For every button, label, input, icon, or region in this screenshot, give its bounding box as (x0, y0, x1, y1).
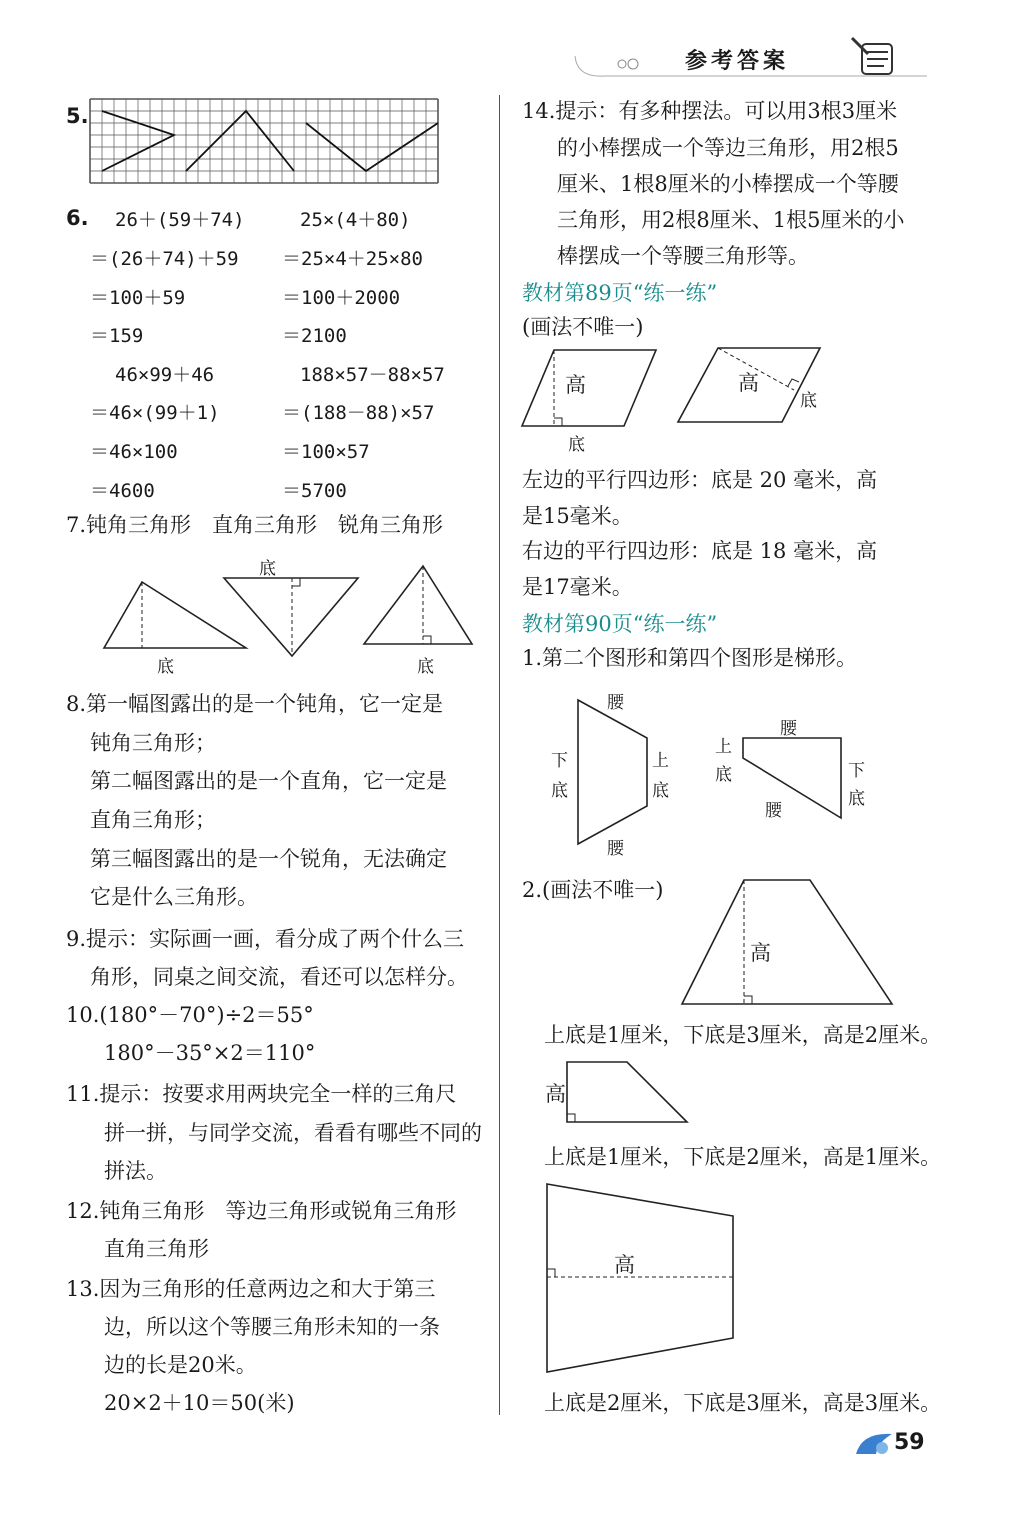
trap-label-lower: 下 (551, 751, 568, 771)
q6-row: ＝25×4＋25×80 (282, 248, 423, 270)
q5-grid-figure (90, 97, 450, 187)
trap-label-upper: 上 (715, 737, 732, 757)
caption-3: 上底是2厘米，下底是3厘米，高是3厘米。 (544, 1391, 942, 1415)
q9-line: 角形，同桌之间交流，看还可以怎样分。 (90, 965, 468, 989)
height-label-5: 高 (614, 1253, 635, 1277)
q6-row: ＝4600 (90, 480, 155, 502)
trapezoid-drawing-1 (680, 876, 910, 1006)
q6-row: ＝(26＋74)＋59 (90, 248, 239, 270)
para-left-line: 左边的平行四边形：底是 20 毫米，高 (522, 468, 878, 492)
caption-1: 上底是1厘米，下底是3厘米，高是2厘米。 (544, 1023, 942, 1047)
base-label-1: 底 (568, 435, 585, 455)
base-label-2: 底 (800, 391, 817, 411)
q6-row: 46×99＋46 (115, 364, 215, 386)
trap-label-waist: 腰 (780, 719, 797, 739)
trap-label-lower-base: 底 (848, 789, 865, 809)
ex2-text: 2.(画法不唯一) (522, 878, 664, 902)
trapezoid-drawing-3 (545, 1182, 745, 1372)
trap-label-upper-base: 底 (652, 781, 669, 801)
q13-line: 20×2＋10＝50(米) (104, 1391, 295, 1415)
q14-line: 厘米、1根8厘米的小棒摆成一个等腰 (557, 172, 899, 196)
q6-row: 25×(4＋80) (300, 209, 411, 231)
q10-line: 10.(180°－70°)÷2＝55° (66, 1003, 314, 1027)
q6-row: ＝(188－88)×57 (282, 402, 435, 424)
q7-base-label-3: 底 (417, 657, 434, 677)
q13-line: 边的长是20米。 (104, 1353, 257, 1377)
q5-number: 5. (66, 104, 89, 128)
q6-row: ＝100×57 (282, 441, 370, 463)
q6-row: ＝2100 (282, 325, 347, 347)
q6-number: 6. (66, 206, 89, 230)
header (575, 38, 935, 80)
q8-line: 它是什么三角形。 (90, 885, 258, 909)
trap-label-waist: 腰 (607, 839, 624, 859)
q12-line: 直角三角形 (104, 1237, 209, 1261)
q6-row: ＝46×(99＋1) (90, 402, 220, 424)
height-label-1: 高 (565, 373, 586, 397)
scroll-pen-icon (850, 34, 910, 76)
textbook-p90-heading: 教材第90页“练一练” (522, 612, 718, 636)
q8-line: 第二幅图露出的是一个直角，它一定是 (90, 769, 447, 793)
q6-row: 26＋(59＋74) (115, 209, 245, 231)
q8-line: 8.第一幅图露出的是一个钝角，它一定是 (66, 692, 444, 716)
q13-line: 边，所以这个等腰三角形未知的一条 (104, 1315, 440, 1339)
page-number: 59 (894, 1430, 925, 1455)
para-right-line: 是17毫米。 (522, 575, 633, 599)
q6-row: ＝46×100 (90, 441, 178, 463)
q7-base-label-1: 底 (157, 657, 174, 677)
para-right-line: 右边的平行四边形：底是 18 毫米，高 (522, 539, 878, 563)
column-divider (499, 95, 500, 1415)
q8-line: 直角三角形； (90, 808, 216, 832)
q13-line: 13.因为三角形的任意两边之和大于第三 (66, 1277, 436, 1301)
q7-text: 7.钝角三角形 直角三角形 锐角三角形 (66, 513, 444, 537)
q11-line: 11.提示：按要求用两块完全一样的三角尺 (66, 1082, 457, 1106)
q6-row: ＝159 (90, 325, 144, 347)
height-label-3: 高 (750, 941, 771, 965)
q8-line: 钝角三角形； (90, 731, 216, 755)
height-label-2: 高 (738, 371, 759, 395)
textbook-p89-heading: 教材第89页“练一练” (522, 281, 718, 305)
trap-label-upper: 上 (652, 751, 669, 771)
q14-line: 棒摆成一个等腰三角形等。 (557, 244, 809, 268)
q9-line: 9.提示：实际画一画，看分成了两个什么三 (66, 927, 465, 951)
trap-label-waist: 腰 (765, 801, 782, 821)
q8-line: 第三幅图露出的是一个锐角，无法确定 (90, 847, 447, 871)
q14-line: 三角形，用2根8厘米、1根5厘米的小 (557, 208, 905, 232)
trap-label-waist: 腰 (607, 693, 624, 713)
trap-label-lower-base: 底 (551, 781, 568, 801)
para-left-line: 是15毫米。 (522, 504, 633, 528)
q7-base-label-2: 底 (259, 559, 276, 579)
q14-line: 14.提示：有多种摆法。可以用3根3厘米 (522, 99, 898, 123)
trapezoid-drawing-2 (565, 1060, 695, 1130)
note-not-unique-1: (画法不唯一) (522, 315, 644, 339)
trap-label-lower: 下 (848, 761, 865, 781)
q6-row: ＝100＋2000 (282, 287, 401, 309)
trap-label-upper-base: 底 (715, 765, 732, 785)
ex1-text: 1.第二个图形和第四个图形是梯形。 (522, 646, 858, 670)
page-number-badge-icon (852, 1428, 900, 1458)
header-title: 参考答案 (685, 49, 790, 74)
q6-row: ＝5700 (282, 480, 347, 502)
q12-line: 12.钝角三角形 等边三角形或锐角三角形 (66, 1199, 457, 1223)
q14-line: 的小棒摆成一个等边三角形，用2根5 (557, 136, 899, 160)
q6-row: 188×57－88×57 (300, 364, 445, 386)
q11-line: 拼法。 (104, 1159, 167, 1183)
q11-line: 拼一拼，与同学交流，看看有哪些不同的 (104, 1121, 482, 1145)
q6-row: ＝100＋59 (90, 287, 186, 309)
q10-line: 180°－35°×2＝110° (104, 1041, 316, 1065)
caption-2: 上底是1厘米，下底是2厘米，高是1厘米。 (544, 1145, 942, 1169)
height-label-4: 高 (545, 1082, 566, 1106)
